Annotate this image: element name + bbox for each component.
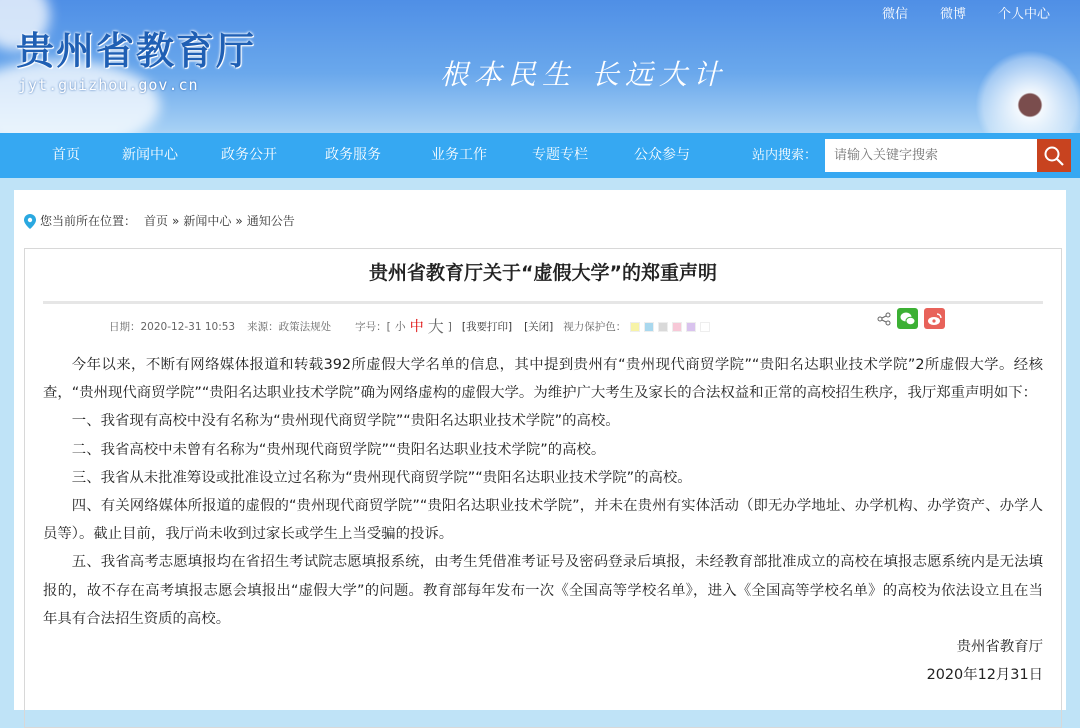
site-url: jyt.guizhou.gov.cn [18,76,199,94]
breadcrumb-separator: » [235,214,243,229]
breadcrumb-notices[interactable]: 通知公告 [246,214,295,229]
share-icon[interactable] [877,312,891,326]
search-label: 站内搜索： [752,148,818,163]
dandelion-decoration [975,50,1080,133]
breadcrumb [24,214,295,229]
wechat-share-icon[interactable] [897,308,918,329]
paragraph: 今年以来，不断有网络媒体报道和转载392所虚假大学名单的信息，其中提到贵州有“贵州现代商贸学院”“贵阳名达职业技术学院”2所虚假大学。经核查，“贵州现代商贸学院”“贵阳名达职业技术学院”确为网络虚构的虚假大学。为维护广大考生及家长的合法权益和正常的高校招生秩序，我厅郑重声明如下： [43,357,1043,402]
article-source: 来源：政策法规处 [247,321,332,333]
font-size-label: 字号：[ [355,321,391,333]
article-date: 日期：2020-12-31 10:53 [109,321,236,333]
main-nav [0,133,1080,178]
paragraph: 一、我省现有高校中没有名称为“贵州现代商贸学院”“贵阳名达职业技术学院”的高校。 [71,413,620,430]
eye-color-blue[interactable] [644,322,654,332]
close-button[interactable]: [关闭] [524,321,554,333]
title-divider [43,301,1043,304]
breadcrumb-separator: » [172,214,180,229]
search-input[interactable] [825,139,1037,172]
paragraph: 二、我省高校中未曾有名称为“贵州现代商贸学院”“贵阳名达职业技术学院”的高校。 [71,441,606,458]
paragraph: 四、有关网络媒体所报道的虚假的“贵州现代商贸学院”“贵阳名达职业技术学院”，并未在贵州有实体活动（即无办学地址、办学机构、办学资产、办学人员等）。截止目前，我厅尚未收到过家长或学生上当受骗的投诉。 [43,498,1043,543]
nav-topics[interactable]: 专题专栏 [532,147,588,163]
paragraph: 五、我省高考志愿填报均在省招生考试院志愿填报系统，由考生凭借准考证号及密码登录后填报，未经教育部批准成立的高校在填报志愿系统内是无法填报的，故不存在高考填报志愿会填报出“虚假大学”的问题。教育部每年发布一次《全国高等学校名单》，进入《全国高等学校名单》的高校为依法设立且在当年具有合法招生资质的高校。 [43,554,1043,627]
nav-government-affairs[interactable]: 政务公开 [221,147,277,163]
article-meta [109,318,714,336]
article [24,248,1062,728]
wechat-link[interactable]: 微信 [881,7,908,22]
weibo-share-icon[interactable] [924,308,945,329]
nav-public[interactable]: 公众参与 [634,147,690,163]
article-body [43,351,1043,689]
breadcrumb-news[interactable]: 新闻中心 [183,214,232,229]
search-button[interactable] [1037,139,1071,172]
weibo-link[interactable]: 微博 [939,7,966,22]
font-small-button[interactable]: 小 [394,320,406,333]
eye-color-pink[interactable] [672,322,682,332]
font-size-bracket: ] [447,321,452,333]
nav-business[interactable]: 业务工作 [431,147,487,163]
eye-color-white[interactable] [700,322,710,332]
nav-news[interactable]: 新闻中心 [122,147,178,163]
signature: 贵州省教育厅 [956,639,1043,656]
eye-color-yellow[interactable] [630,322,640,332]
signature-date: 2020年12月31日 [926,667,1043,684]
breadcrumb-home[interactable]: 首页 [144,214,169,229]
slogan: 根本民生 长远大计 [440,58,727,91]
eye-color-gray[interactable] [658,322,668,332]
eye-color-purple[interactable] [686,322,696,332]
personal-center-link[interactable]: 个人中心 [997,7,1050,22]
share-bar [877,308,945,329]
nav-services[interactable]: 政务服务 [325,147,381,163]
location-pin-icon [24,214,36,229]
search-icon [1043,145,1065,167]
print-button[interactable]: [我要打印] [461,321,513,333]
paragraph: 三、我省从未批准筹设或批准设立过名称为“贵州现代商贸学院”“贵阳名达职业技术学院”的高校。 [71,469,692,486]
eye-protection-label: 视力保护色： [563,321,627,333]
article-title: 贵州省教育厅关于“虚假大学”的郑重声明 [369,262,717,284]
site-logo-title[interactable]: 贵州省教育厅 [16,29,257,73]
breadcrumb-label: 您当前所在位置： [40,214,137,229]
site-header [0,0,1080,133]
content-panel [14,190,1066,710]
nav-home[interactable]: 首页 [52,147,80,163]
font-medium-button[interactable]: 中 [409,319,424,335]
font-large-button[interactable]: 大 [427,317,444,336]
